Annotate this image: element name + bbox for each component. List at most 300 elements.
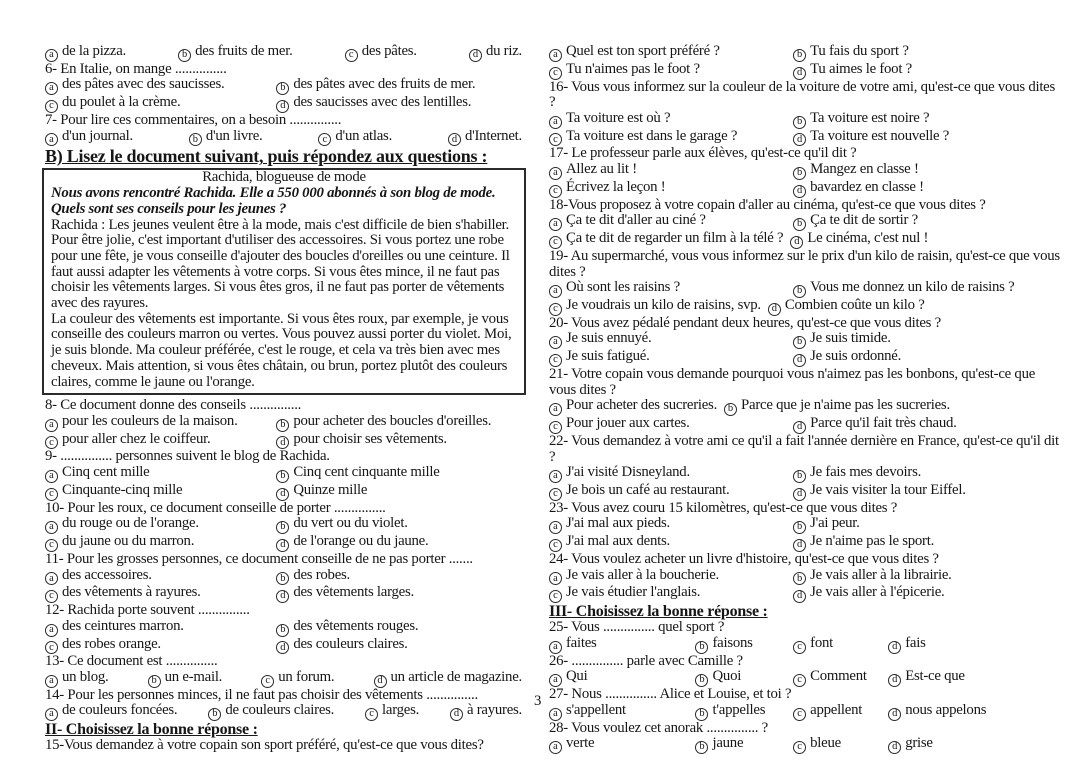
options-row	[549, 331, 1063, 349]
option-d	[450, 703, 522, 721]
option-label: grise	[905, 735, 933, 752]
option-label: font	[810, 634, 833, 651]
options-row	[549, 516, 1063, 534]
option-label: pour acheter des boucles d'oreilles.	[293, 412, 492, 429]
option-d	[276, 432, 532, 450]
option-label: des pâtes avec des saucisses.	[62, 76, 225, 93]
option-c	[45, 637, 276, 655]
option-letter-icon: b	[208, 708, 221, 721]
option-c	[549, 62, 793, 80]
option-a	[549, 111, 793, 129]
option-c	[793, 736, 888, 754]
option-label: Quoi	[712, 668, 742, 685]
option-letter-icon: b	[793, 218, 806, 231]
option-a	[45, 414, 276, 432]
option-b	[276, 619, 532, 637]
option-b	[793, 213, 1063, 231]
option-letter-icon: b	[793, 470, 806, 483]
options-row	[549, 398, 1063, 416]
option-b	[793, 516, 1063, 534]
option-label: Tu aimes le foot ?	[810, 60, 912, 77]
option-d	[888, 703, 1063, 721]
options-row	[549, 465, 1063, 483]
option-label: Je vais aller à la boucherie.	[566, 566, 719, 583]
option-label: Pour acheter des sucreries.	[566, 397, 718, 414]
option-d	[768, 298, 925, 316]
option-label: fais	[905, 634, 926, 651]
option-letter-icon: c	[793, 741, 806, 754]
option-label: J'ai mal aux pieds.	[566, 515, 670, 532]
option-label: des robes orange.	[62, 635, 161, 652]
option-c	[261, 670, 334, 688]
option-letter-icon: c	[318, 133, 331, 146]
option-d	[276, 585, 532, 603]
option-label: J'ai mal aux dents.	[566, 533, 670, 550]
question-line: 6- En Italie, on mange ...............	[45, 60, 227, 77]
option-letter-icon: c	[549, 185, 562, 198]
option-label: des robes.	[293, 566, 350, 583]
question-line: 23- Vous avez couru 15 kilomètres, qu'est-ce que vous dites ?	[549, 499, 898, 516]
options-row	[45, 414, 532, 432]
option-label: pour choisir ses vêtements.	[293, 430, 447, 447]
option-letter-icon: a	[45, 470, 58, 483]
option-letter-icon: c	[45, 641, 58, 654]
option-label: Ta voiture est noire ?	[810, 109, 930, 126]
option-label: Le cinéma, c'est nul !	[807, 230, 929, 247]
option-c	[45, 483, 276, 501]
option-letter-icon: c	[549, 421, 562, 434]
option-letter-icon: d	[768, 303, 781, 316]
option-letter-icon: b	[793, 167, 806, 180]
option-label: de l'orange ou du jaune.	[293, 533, 429, 550]
options-row	[549, 636, 1063, 654]
options-row	[45, 568, 532, 586]
option-label: Tu n'aimes pas le foot ?	[566, 60, 700, 77]
option-letter-icon: a	[45, 133, 58, 146]
option-letter-icon: a	[45, 675, 58, 688]
option-label: Cinq cent cinquante mille	[293, 464, 440, 481]
option-letter-icon: a	[549, 218, 562, 231]
option-c	[549, 298, 761, 316]
options-row	[549, 129, 1063, 147]
option-label: du poulet à la crème.	[62, 94, 181, 111]
option-label: Je vais aller à la librairie.	[810, 566, 952, 583]
option-label: Cinq cent mille	[62, 464, 150, 481]
option-c	[549, 129, 793, 147]
option-letter-icon: d	[276, 100, 289, 113]
options-row	[549, 62, 1063, 80]
option-b	[793, 111, 1063, 129]
option-b	[695, 703, 793, 721]
option-a	[45, 77, 276, 95]
option-letter-icon: c	[549, 539, 562, 552]
option-letter-icon: b	[793, 285, 806, 298]
option-letter-icon: c	[45, 590, 58, 603]
option-letter-icon: b	[276, 419, 289, 432]
option-c	[45, 95, 276, 113]
option-a	[549, 331, 793, 349]
option-label: Parce qu'il fait très chaud.	[810, 415, 957, 432]
option-c	[549, 416, 793, 434]
option-label: Je n'aime pas le sport.	[810, 533, 935, 550]
option-a	[549, 465, 793, 483]
option-label: Qui	[566, 668, 588, 685]
option-label: Tu fais du sport ?	[810, 43, 909, 59]
options-row	[549, 111, 1063, 129]
option-letter-icon: b	[695, 708, 708, 721]
option-letter-icon: b	[793, 116, 806, 129]
option-d	[793, 129, 1063, 147]
option-letter-icon: d	[469, 49, 482, 62]
option-letter-icon: a	[45, 624, 58, 637]
option-letter-icon: b	[695, 641, 708, 654]
options-row	[549, 585, 1063, 603]
option-letter-icon: a	[549, 521, 562, 534]
option-label: un article de magazine.	[390, 668, 522, 685]
option-c	[345, 44, 417, 62]
question-line: 24- Vous voulez acheter un livre d'histoire, qu'est-ce que vous dites ?	[549, 550, 939, 567]
option-label: un e-mail.	[164, 668, 223, 685]
option-letter-icon: a	[549, 116, 562, 129]
option-b	[189, 129, 263, 147]
option-letter-icon: b	[793, 572, 806, 585]
option-d	[793, 483, 1063, 501]
option-label: de la pizza.	[62, 43, 126, 59]
option-c	[318, 129, 392, 147]
option-c	[549, 349, 793, 367]
option-label: du vert ou du violet.	[293, 515, 408, 532]
option-letter-icon: c	[45, 100, 58, 113]
option-c	[45, 585, 276, 603]
options-row	[45, 465, 532, 483]
option-d	[793, 180, 1063, 198]
option-d	[888, 636, 1063, 654]
option-c	[793, 636, 888, 654]
option-a	[45, 619, 276, 637]
option-label: de couleurs claires.	[225, 702, 335, 719]
option-letter-icon: a	[549, 708, 562, 721]
option-c	[549, 585, 793, 603]
option-letter-icon: d	[888, 741, 901, 754]
options-row	[549, 298, 1063, 316]
options-row	[549, 736, 1063, 754]
reading-document-box	[42, 168, 526, 395]
option-letter-icon: d	[793, 354, 806, 367]
option-a	[45, 44, 126, 62]
option-letter-icon: b	[178, 49, 191, 62]
option-a	[549, 736, 695, 754]
option-c	[549, 180, 793, 198]
option-label: Ta voiture est nouvelle ?	[810, 127, 950, 144]
option-b	[793, 162, 1063, 180]
option-d	[790, 231, 928, 249]
option-letter-icon: d	[793, 590, 806, 603]
option-letter-icon: d	[276, 436, 289, 449]
options-row	[549, 44, 1063, 62]
option-label: faisons	[712, 634, 753, 651]
question-line: 12- Rachida porte souvent ...............	[45, 602, 250, 619]
option-letter-icon: d	[276, 641, 289, 654]
option-letter-icon: d	[793, 488, 806, 501]
option-label: Je suis fatigué.	[566, 348, 650, 365]
option-d	[793, 349, 1063, 367]
option-letter-icon: c	[793, 708, 806, 721]
question-line: 19- Au supermarché, vous vous informez sur le prix d'un kilo de raisin, qu'est-ce que vous dites ?	[549, 247, 1060, 280]
option-b	[793, 465, 1063, 483]
options-row	[549, 280, 1063, 298]
option-label: des saucisses avec des lentilles.	[293, 94, 472, 111]
question-line: 27- Nous ............... Alice et Louise, et toi ?	[549, 686, 792, 703]
options-row	[549, 213, 1063, 231]
option-label: Je suis timide.	[810, 330, 891, 347]
option-label: Je vais aller à l'épicerie.	[810, 584, 945, 601]
options-row	[549, 180, 1063, 198]
options-row	[549, 669, 1063, 687]
question-line: 21- Votre copain vous demande pourquoi vous n'aimez pas les bonbons, qu'est-ce que vous dites ?	[549, 365, 1036, 398]
option-b	[695, 736, 793, 754]
option-d	[276, 483, 532, 501]
option-d	[793, 62, 1063, 80]
option-b	[724, 398, 950, 416]
option-letter-icon: a	[549, 641, 562, 654]
option-label: Combien coûte un kilo ?	[784, 296, 925, 313]
option-a	[45, 516, 276, 534]
option-label: Est-ce que	[905, 668, 965, 685]
option-letter-icon: c	[793, 674, 806, 687]
option-label: Je vais étudier l'anglais.	[566, 584, 701, 601]
option-label: Ça te dit d'aller au ciné ?	[566, 212, 706, 229]
options-row	[549, 534, 1063, 552]
option-d	[276, 95, 532, 113]
option-label: des accessoires.	[62, 566, 152, 583]
option-label: J'ai visité Disneyland.	[566, 464, 690, 481]
option-b	[793, 568, 1063, 586]
option-letter-icon: b	[724, 403, 737, 416]
option-letter-icon: b	[695, 674, 708, 687]
option-label: nous appelons	[905, 701, 987, 718]
option-letter-icon: b	[189, 133, 202, 146]
option-letter-icon: c	[549, 590, 562, 603]
option-label: des couleurs claires.	[293, 635, 408, 652]
question-line: 28- Vous voulez cet anorak ............... ?	[549, 719, 768, 736]
option-letter-icon: c	[345, 49, 358, 62]
option-c	[45, 432, 276, 450]
option-letter-icon: b	[276, 82, 289, 95]
option-label: larges.	[382, 702, 420, 719]
section-heading: II- Choisissez la bonne réponse :	[45, 721, 258, 739]
option-a	[549, 213, 793, 231]
option-label: t'appelles	[712, 701, 766, 718]
option-letter-icon: a	[549, 674, 562, 687]
option-label: d'Internet.	[464, 127, 522, 144]
option-letter-icon: b	[276, 521, 289, 534]
option-letter-icon: d	[793, 133, 806, 146]
options-row	[549, 349, 1063, 367]
option-letter-icon: c	[549, 303, 562, 316]
option-label: du riz.	[485, 43, 522, 59]
option-letter-icon: a	[549, 49, 562, 62]
option-label: d'un livre.	[205, 127, 263, 144]
page-number: 3	[534, 693, 542, 709]
option-label: appellent	[810, 701, 863, 718]
question-line: 18-Vous proposez à votre copain d'aller au cinéma, qu'est-ce que vous dites ?	[549, 196, 986, 213]
option-letter-icon: d	[448, 133, 461, 146]
option-label: un forum.	[278, 668, 335, 685]
question-line: 15-Vous demandez à votre copain son sport préféré, qu'est-ce que vous dites?	[45, 737, 484, 754]
option-label: Quinze mille	[293, 481, 368, 498]
option-label: pour les couleurs de la maison.	[62, 412, 238, 429]
option-letter-icon: a	[45, 521, 58, 534]
document-paragraph: Rachida : Les jeunes veulent être à la mode, mais c'est difficile de bien s'habiller. Pour être jolie, c'est important d'utiliser des accessoires. Si vous portez une robe pour une fête, je vous conseille d'ajouter des boucles d'oreilles ou une ceinture. Il faut aussi adapter les vêtements à votre corps. Si vous êtes mince, il ne faut pas choisir les vêtements larges. Si vous êtes gros, il ne faut pas porter de vêtements avec des rayures.	[51, 216, 510, 312]
option-letter-icon: c	[549, 133, 562, 146]
option-letter-icon: b	[793, 521, 806, 534]
option-letter-icon: a	[549, 572, 562, 585]
option-letter-icon: b	[793, 49, 806, 62]
question-line: 9- ............... personnes suivent le blog de Rachida.	[45, 448, 330, 465]
option-label: J'ai peur.	[810, 515, 860, 532]
option-letter-icon: b	[695, 741, 708, 754]
option-letter-icon: d	[790, 236, 803, 249]
option-letter-icon: d	[276, 488, 289, 501]
option-a	[549, 398, 717, 416]
option-letter-icon: b	[276, 624, 289, 637]
options-row	[45, 637, 532, 655]
option-d	[276, 637, 532, 655]
options-row	[45, 44, 532, 62]
right-column	[549, 44, 1063, 754]
question-line: 17- Le professeur parle aux élèves, qu'est-ce qu'il dit ?	[549, 145, 857, 162]
option-letter-icon: c	[45, 539, 58, 552]
option-letter-icon: c	[549, 488, 562, 501]
option-label: Je suis ennuyé.	[566, 330, 652, 347]
option-b	[208, 703, 334, 721]
options-row	[549, 162, 1063, 180]
section-heading: III- Choisissez la bonne réponse :	[549, 603, 768, 621]
option-a	[549, 516, 793, 534]
option-label: des vêtements à rayures.	[62, 584, 201, 601]
left-column	[45, 44, 532, 754]
option-c	[365, 703, 419, 721]
question-line: 13- Ce document est ...............	[45, 653, 218, 670]
option-letter-icon: a	[549, 167, 562, 180]
option-b	[276, 465, 532, 483]
option-b	[695, 669, 793, 687]
option-c	[793, 703, 888, 721]
question-line: 7- Pour lire ces commentaires, on a besoin ...............	[45, 111, 342, 128]
option-a	[549, 280, 793, 298]
options-row	[549, 416, 1063, 434]
option-label: Quel est ton sport préféré ?	[566, 43, 720, 59]
option-label: Parce que je n'aime pas les sucreries.	[741, 397, 950, 414]
option-letter-icon: c	[45, 436, 58, 449]
option-label: Je fais mes devoirs.	[810, 464, 922, 481]
option-letter-icon: a	[45, 419, 58, 432]
option-a	[45, 703, 177, 721]
option-c	[549, 231, 783, 249]
option-label: Allez au lit !	[566, 161, 637, 178]
option-label: de couleurs foncées.	[62, 702, 178, 719]
option-c	[549, 483, 793, 501]
option-a	[45, 670, 109, 688]
option-d	[469, 44, 522, 62]
option-letter-icon: d	[793, 185, 806, 198]
option-letter-icon: c	[549, 236, 562, 249]
option-label: des fruits de mer.	[195, 43, 293, 59]
option-letter-icon: c	[365, 708, 378, 721]
options-row	[45, 619, 532, 637]
option-b	[695, 636, 793, 654]
option-b	[276, 516, 532, 534]
options-row	[45, 483, 532, 501]
option-label: Pour jouer aux cartes.	[566, 415, 690, 432]
option-letter-icon: d	[450, 708, 463, 721]
option-label: des vêtements rouges.	[293, 617, 419, 634]
option-label: bleue	[810, 735, 841, 752]
option-a	[549, 669, 695, 687]
option-label: du rouge ou de l'orange.	[62, 515, 199, 532]
option-a	[549, 703, 695, 721]
options-row	[549, 483, 1063, 501]
option-letter-icon: b	[148, 675, 161, 688]
option-label: à rayures.	[466, 702, 522, 719]
option-label: bavardez en classe !	[810, 178, 924, 195]
option-letter-icon: a	[549, 470, 562, 483]
question-line: 26- ............... parle avec Camille ?	[549, 652, 743, 669]
option-letter-icon: a	[45, 572, 58, 585]
options-row	[45, 95, 532, 113]
options-row	[45, 703, 532, 721]
question-line: 14- Pour les personnes minces, il ne faut pas choisir des vêtements ...............	[45, 686, 478, 703]
option-label: un blog.	[62, 668, 109, 685]
option-letter-icon: a	[549, 741, 562, 754]
option-letter-icon: a	[45, 49, 58, 62]
option-d	[888, 669, 1063, 687]
option-label: pour aller chez le coiffeur.	[62, 430, 211, 447]
document-intro: Nous avons rencontré Rachida. Elle a 550 000 abonnés à son blog de mode. Quels sont ses conseils pour les jeunes ?	[51, 185, 496, 217]
option-label: Ta voiture est où ?	[566, 109, 671, 126]
options-row	[549, 231, 1063, 249]
option-label: Je suis ordonné.	[810, 348, 902, 365]
option-label: faites	[566, 634, 597, 651]
option-letter-icon: b	[276, 470, 289, 483]
option-label: Je vais visiter la tour Eiffel.	[810, 481, 966, 498]
option-letter-icon: d	[793, 539, 806, 552]
option-d	[793, 534, 1063, 552]
option-b	[793, 44, 1063, 62]
question-line: 10- Pour les roux, ce document conseille de porter ...............	[45, 499, 386, 516]
option-letter-icon: d	[793, 67, 806, 80]
option-a	[549, 44, 793, 62]
option-c	[793, 669, 888, 687]
option-d	[793, 585, 1063, 603]
option-label: Mangez en classe !	[810, 161, 919, 178]
options-row	[45, 670, 532, 688]
option-a	[45, 129, 133, 147]
option-label: Ça te dit de regarder un film à la télé ?	[566, 230, 784, 247]
option-d	[448, 129, 522, 147]
option-a	[549, 162, 793, 180]
option-letter-icon: d	[276, 590, 289, 603]
options-row	[45, 432, 532, 450]
option-b	[793, 280, 1063, 298]
option-a	[45, 465, 276, 483]
option-b	[178, 44, 292, 62]
option-letter-icon: d	[793, 421, 806, 434]
option-d	[276, 534, 532, 552]
option-letter-icon: c	[549, 67, 562, 80]
option-label: Comment	[810, 668, 867, 685]
option-label: d'un journal.	[62, 127, 133, 144]
